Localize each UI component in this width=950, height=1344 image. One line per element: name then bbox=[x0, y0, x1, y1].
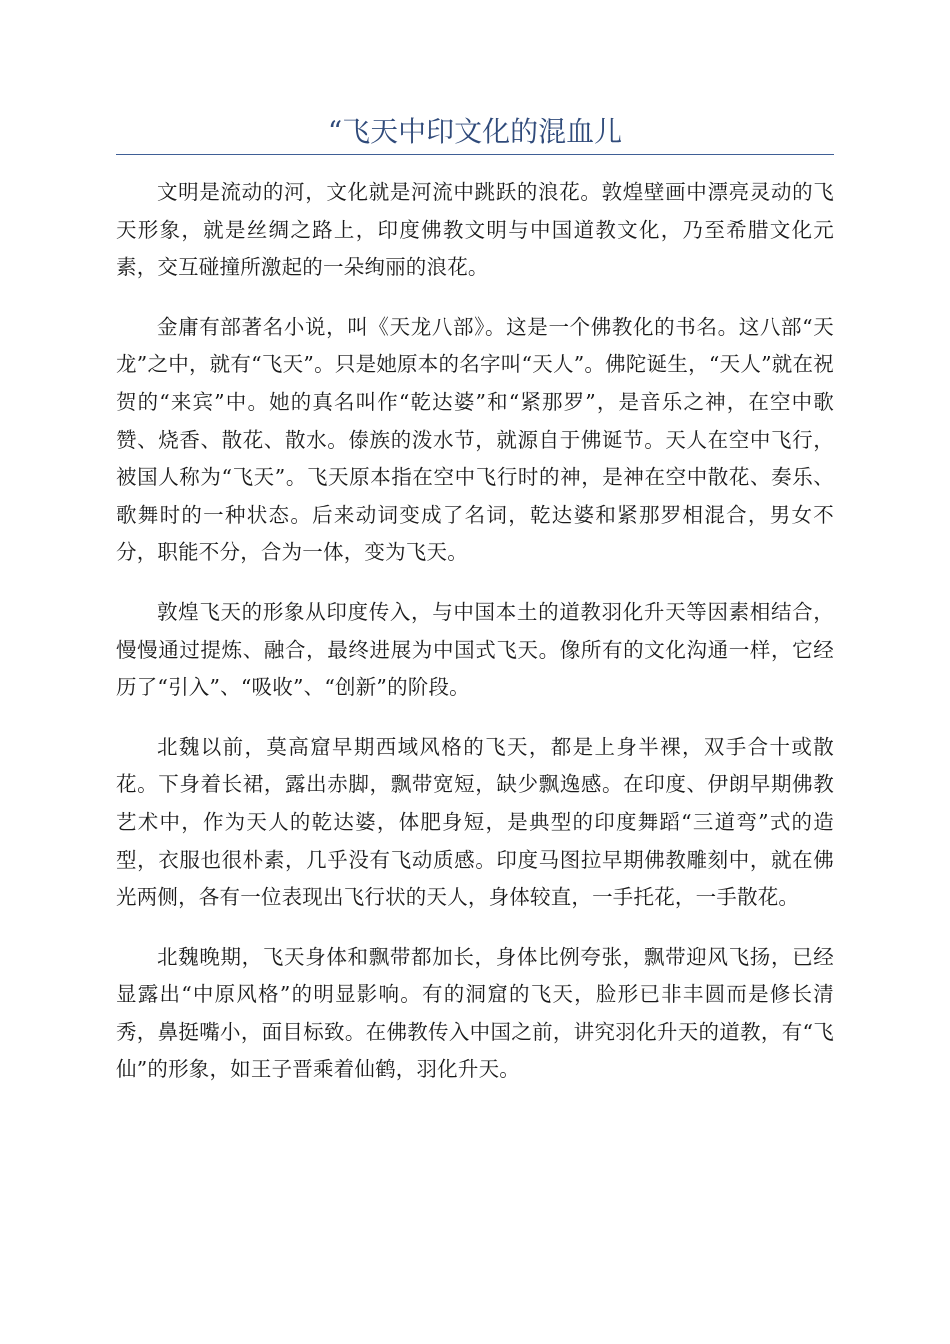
document-title: “飞天中印文化的混血儿 bbox=[327, 115, 623, 148]
paragraph-2: 金庸有部著名小说，叫《天龙八部》。这是一个佛教化的书名。这八部“天龙”之中，就有“飞天”。只是她原本的名字叫“天人”。佛陀诞生，“天人”就在祝贺的“来宾”中。她的真名叫作“乾达婆”和“紧那罗”，是音乐之神，在空中歌赞、烧香、散花、散水。傣族的泼水节，就源自于佛诞节。天人在空中飞行，被国人称为“飞天”。飞天原本指在空中飞行时的神，是神在空中散花、奏乐、歌舞时的一种状态。后来动词变成了名词，乾达婆和紧那罗相混合，男女不分，职能不分，合为一体，变为飞天。 bbox=[116, 314, 834, 565]
paragraph-5: 北魏晚期，飞天身体和飘带都加长，身体比例夸张，飘带迎风飞扬，已经显露出“中原风格”的明显影响。有的洞窟的飞天，脸形已非丰圆而是修长清秀，鼻挺嘴小，面目标致。在佛教传入中国之前，讲究羽化升天的道教，有“飞仙”的形象，如王子晋乘着仙鹤，羽化升天。 bbox=[116, 944, 834, 1082]
document-body bbox=[116, 174, 834, 1111]
paragraph-4: 北魏以前，莫高窟早期西域风格的飞天，都是上身半裸，双手合十或散花。下身着长裙，露出赤脚，飘带宽短，缺少飘逸感。在印度、伊朗早期佛教艺术中，作为天人的乾达婆，体肥身短，是典型的印度舞蹈“三道弯”式的造型，衣服也很朴素，几乎没有飞动质感。印度马图拉早期佛教雕刻中，就在佛光两侧，各有一位表现出飞行状的天人，身体较直，一手托花，一手散花。 bbox=[116, 734, 834, 910]
paragraph-1: 文明是流动的河，文化就是河流中跳跃的浪花。敦煌壁画中漂亮灵动的飞天形象，就是丝绸之路上，印度佛教文明与中国道教文化，乃至希腊文化元素，交互碰撞所激起的一朵绚丽的浪花。 bbox=[116, 180, 834, 280]
title-underline bbox=[116, 154, 834, 155]
paragraph-3: 敦煌飞天的形象从印度传入，与中国本土的道教羽化升天等因素相结合，慢慢通过提炼、融合，最终进展为中国式飞天。像所有的文化沟通一样，它经历了“引入”、“吸收”、“创新”的阶段。 bbox=[116, 599, 834, 700]
